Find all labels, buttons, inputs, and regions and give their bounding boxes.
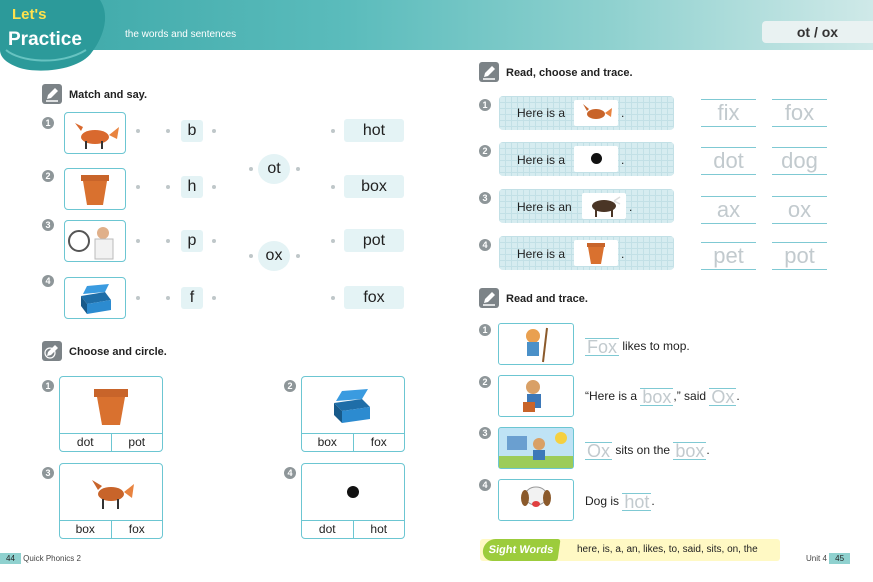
pencil-icon: [479, 62, 499, 82]
trace-word[interactable]: Ox: [711, 387, 735, 407]
section-title-read-trace: Read and trace.: [506, 293, 588, 305]
sentence-text: .: [706, 443, 710, 458]
word-box: box: [344, 175, 404, 198]
match-dot[interactable]: [331, 239, 335, 243]
sentence-line: [585, 442, 710, 460]
pot-picture: [574, 240, 618, 266]
item-number: 3: [479, 427, 491, 439]
fox-picture: [86, 472, 136, 512]
sentence-period: .: [621, 247, 625, 261]
pot-picture: [64, 168, 126, 210]
item-number: 4: [42, 275, 54, 287]
letter-f: f: [181, 287, 203, 309]
match-dot[interactable]: [136, 129, 140, 133]
item-number: 2: [42, 170, 54, 182]
page-number: 44: [0, 553, 21, 564]
sentence-text: .: [651, 494, 655, 509]
item-number: 1: [42, 117, 54, 129]
header-banner: [0, 0, 873, 50]
book-title: Quick Phonics 2: [23, 554, 81, 563]
sentence-text: likes to mop.: [619, 339, 690, 354]
ox-picture: [582, 193, 626, 219]
sentence-text: “Here is a: [585, 389, 641, 404]
match-dot[interactable]: [212, 129, 216, 133]
trace-word[interactable]: ax: [701, 196, 756, 224]
trace-word[interactable]: pet: [701, 242, 756, 270]
box-picture: [64, 277, 126, 319]
trace-word[interactable]: fix: [701, 99, 756, 127]
header-subtitle: the words and sentences: [125, 29, 237, 40]
dot-picture: [347, 486, 359, 498]
match-dot[interactable]: [166, 129, 170, 133]
sentence-line: [585, 493, 655, 511]
item-number: 3: [479, 192, 491, 204]
item-number: 4: [479, 239, 491, 251]
item-number: 4: [479, 479, 491, 491]
choice-card: [59, 376, 163, 452]
letter-b: b: [181, 120, 203, 142]
pencil-icon: [42, 84, 62, 104]
trace-word[interactable]: dog: [772, 147, 827, 175]
trace-word[interactable]: box: [642, 387, 672, 407]
choice-option[interactable]: box: [317, 435, 337, 449]
choice-option[interactable]: pot: [111, 434, 163, 451]
sentence-text: Here is an: [517, 200, 572, 214]
section-title-read-choose-trace: Read, choose and trace.: [506, 67, 633, 79]
fox-picture: [64, 112, 126, 154]
unit-label: Unit 4: [806, 554, 827, 563]
sentence-line: [585, 338, 690, 356]
dot-picture: [574, 146, 618, 172]
item-number: 4: [284, 467, 296, 479]
sentence-text: Here is a: [517, 247, 566, 261]
letter-p: p: [181, 230, 203, 252]
item-number: 3: [42, 219, 54, 231]
choice-option[interactable]: hot: [353, 521, 405, 538]
sentence-text: sits on the: [612, 443, 674, 458]
sentence-text: Here is a: [517, 106, 566, 120]
letter-h: h: [181, 176, 203, 198]
match-dot[interactable]: [296, 167, 300, 171]
hot-dog-picture: [498, 479, 574, 521]
trace-word[interactable]: dot: [701, 147, 756, 175]
pot-picture: [90, 385, 132, 427]
item-number: 2: [284, 380, 296, 392]
sentence-period: .: [621, 153, 625, 167]
match-dot[interactable]: [166, 185, 170, 189]
item-number: 2: [479, 145, 491, 157]
sight-words-label: Sight Words: [481, 539, 560, 561]
pencil-icon: [42, 341, 62, 361]
match-dot[interactable]: [212, 296, 216, 300]
trace-word[interactable]: Fox: [587, 337, 618, 357]
trace-word[interactable]: fox: [772, 99, 827, 127]
sentence-line: [585, 388, 740, 406]
match-dot[interactable]: [212, 239, 216, 243]
page-number: 45: [829, 553, 850, 564]
word-fox: fox: [344, 286, 404, 309]
unit-tag: ot / ox: [762, 21, 873, 43]
choice-option[interactable]: dot: [76, 435, 94, 449]
match-dot[interactable]: [166, 296, 170, 300]
item-number: 1: [42, 380, 54, 392]
section-title-choose: Choose and circle.: [69, 346, 167, 358]
match-dot[interactable]: [212, 185, 216, 189]
sentence-text: .: [736, 389, 740, 404]
word-pot: pot: [344, 229, 404, 252]
logo-text-lets: Let's: [12, 6, 47, 23]
trace-word[interactable]: hot: [624, 492, 650, 512]
match-dot[interactable]: [249, 254, 253, 258]
logo-text-practice: Practice: [8, 29, 82, 50]
match-dot[interactable]: [331, 185, 335, 189]
trace-word[interactable]: Ox: [587, 441, 611, 461]
choice-option[interactable]: fox: [353, 434, 405, 451]
footer-left: [0, 553, 81, 564]
item-number: 1: [479, 324, 491, 336]
pencil-icon: [479, 288, 499, 308]
choice-card: [59, 463, 163, 539]
man-with-fan-picture: [64, 220, 126, 262]
sight-words-list: here, is, a, an, likes, to, said, sits, on, the: [577, 544, 758, 555]
sentence-period: .: [629, 200, 633, 214]
trace-word[interactable]: ox: [772, 196, 827, 224]
footer-right: [806, 553, 850, 564]
match-dot[interactable]: [331, 129, 335, 133]
match-dot[interactable]: [249, 167, 253, 171]
ox-with-box-picture: [498, 375, 574, 417]
match-dot[interactable]: [331, 296, 335, 300]
item-number: 2: [479, 376, 491, 388]
ox-sitting-picture: [498, 427, 574, 469]
choice-option[interactable]: dot: [318, 522, 336, 536]
choice-option[interactable]: fox: [111, 521, 163, 538]
sentence-text: Dog is: [585, 494, 623, 509]
ending-ox: ox: [258, 241, 290, 271]
choice-option[interactable]: box: [75, 522, 95, 536]
choice-card: [301, 463, 405, 539]
ending-ot: ot: [258, 154, 290, 184]
trace-word[interactable]: pot: [772, 242, 827, 270]
item-number: 3: [42, 467, 54, 479]
word-hot: hot: [344, 119, 404, 142]
fox-mopping-picture: [498, 323, 574, 365]
match-dot[interactable]: [136, 185, 140, 189]
match-dot[interactable]: [136, 239, 140, 243]
item-number: 1: [479, 99, 491, 111]
choice-card: [301, 376, 405, 452]
sentence-text: Here is a: [517, 153, 566, 167]
match-dot[interactable]: [136, 296, 140, 300]
fox-picture: [574, 100, 618, 126]
trace-word[interactable]: box: [675, 441, 705, 461]
section-title-match: Match and say.: [69, 89, 148, 101]
box-picture: [328, 385, 378, 425]
match-dot[interactable]: [296, 254, 300, 258]
match-dot[interactable]: [166, 239, 170, 243]
sentence-text: ,” said: [673, 389, 710, 404]
sentence-period: .: [621, 106, 625, 120]
